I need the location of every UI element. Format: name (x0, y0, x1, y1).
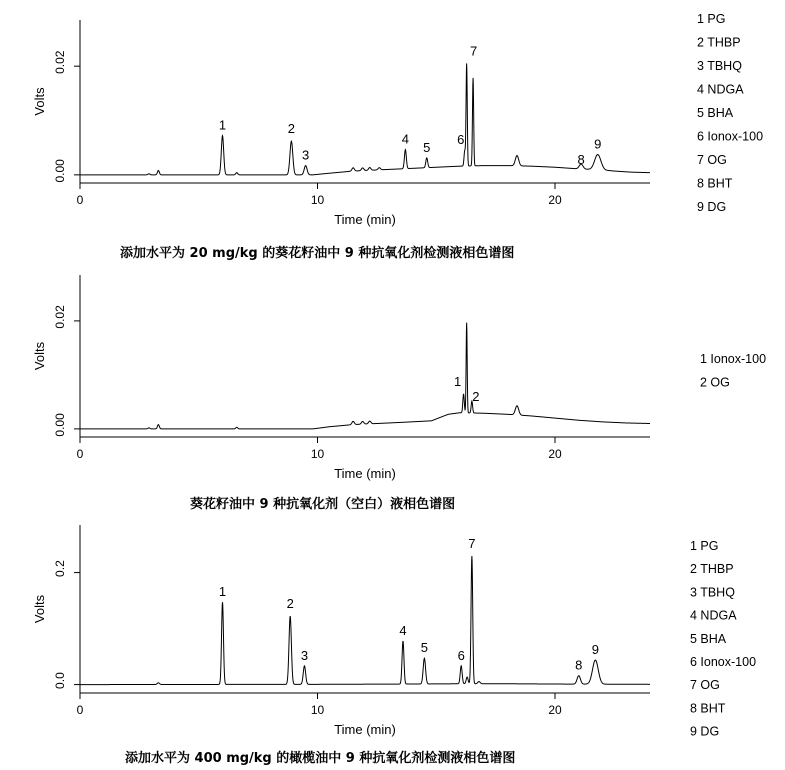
peak-label-2: 2 (472, 389, 480, 405)
legend-entry: 9 DG (697, 200, 727, 214)
legend-entry: 7 OG (697, 153, 727, 167)
peak-label-3: 3 (300, 647, 309, 663)
x-tick-label: 20 (548, 193, 562, 207)
legend-entry: 5 BHA (690, 631, 727, 646)
chart-panel-3 (32, 525, 756, 766)
chart-panel-1 (32, 12, 763, 261)
peak-label-8: 8 (575, 657, 583, 673)
peak-label-4: 4 (399, 622, 407, 638)
legend (690, 539, 756, 739)
peak-label-1: 1 (453, 373, 462, 389)
x-tick-label: 20 (548, 703, 562, 717)
x-tick-label: 20 (548, 447, 562, 461)
legend-entry: 2 THBP (697, 35, 741, 50)
legend (697, 12, 763, 214)
peak-label-5: 5 (420, 640, 428, 656)
legend (700, 352, 766, 390)
legend-entry: 2 OG (700, 375, 730, 390)
peak-label-8: 8 (577, 152, 585, 168)
legend-entry: 1 PG (697, 12, 726, 26)
y-axis-title: Volts (32, 594, 47, 624)
x-axis-title: Time (min) (334, 722, 396, 737)
peak-label-4: 4 (401, 131, 409, 147)
x-tick-label: 0 (76, 447, 84, 461)
chart-panel-2 (32, 275, 766, 512)
y-tick-label: 0.02 (53, 50, 67, 74)
legend-entry: 5 BHA (697, 106, 734, 120)
chromatogram-trace (80, 63, 650, 174)
peak-label-9: 9 (591, 642, 599, 658)
chart-caption: 添加水平为 20 mg/kg 的葵花籽油中 9 种抗氧化剂检测液相色谱图 (120, 246, 515, 261)
peak-label-1: 1 (218, 117, 227, 133)
peak-label-9: 9 (594, 136, 602, 152)
legend-entry: 3 TBHQ (697, 59, 742, 73)
chart-caption: 添加水平为 400 mg/kg 的橄榄油中 9 种抗氧化剂检测液相色谱图 (125, 751, 516, 766)
legend-entry: 4 NDGA (697, 82, 744, 97)
x-tick-label: 0 (76, 193, 84, 207)
legend-entry: 8 BHT (690, 701, 726, 716)
legend-entry: 6 Ionox-100 (690, 655, 757, 669)
x-tick-label: 10 (310, 193, 325, 207)
y-axis-title: Volts (32, 87, 47, 116)
legend-entry: 7 OG (690, 678, 720, 693)
peak-label-7: 7 (468, 536, 476, 552)
legend-entry: 2 THBP (690, 562, 734, 577)
peak-label-7: 7 (470, 43, 478, 59)
legend-entry: 8 BHT (697, 176, 733, 191)
x-tick-label: 0 (76, 703, 84, 717)
y-tick-label: 0.2 (53, 560, 67, 577)
x-axis-title: Time (min) (334, 212, 396, 227)
peak-label-1: 1 (218, 584, 227, 600)
y-tick-label: 0.00 (53, 159, 67, 183)
legend-entry: 1 Ionox-100 (700, 352, 767, 366)
peak-label-2: 2 (286, 596, 294, 612)
legend-entry: 9 DG (690, 724, 720, 739)
peak-label-3: 3 (302, 147, 310, 163)
x-tick-label: 10 (310, 447, 325, 461)
peak-label-6: 6 (457, 647, 465, 663)
peak-label-5: 5 (423, 139, 431, 155)
peak-label-6: 6 (457, 132, 465, 148)
legend-entry: 1 PG (690, 539, 719, 553)
y-tick-label: 0.00 (53, 413, 67, 437)
y-tick-label: 0.0 (53, 672, 67, 689)
x-axis-title: Time (min) (334, 466, 396, 481)
legend-entry: 3 TBHQ (690, 585, 735, 600)
x-tick-label: 10 (310, 703, 325, 717)
chart-caption: 葵花籽油中 9 种抗氧化剂（空白）液相色谱图 (190, 497, 456, 512)
chromatogram-trace (80, 323, 650, 429)
y-axis-title: Volts (32, 341, 47, 371)
peak-label-2: 2 (287, 121, 295, 137)
y-tick-label: 0.02 (53, 305, 67, 329)
legend-entry: 4 NDGA (690, 608, 737, 623)
chromatogram-trace (80, 556, 650, 685)
legend-entry: 6 Ionox-100 (697, 129, 764, 144)
